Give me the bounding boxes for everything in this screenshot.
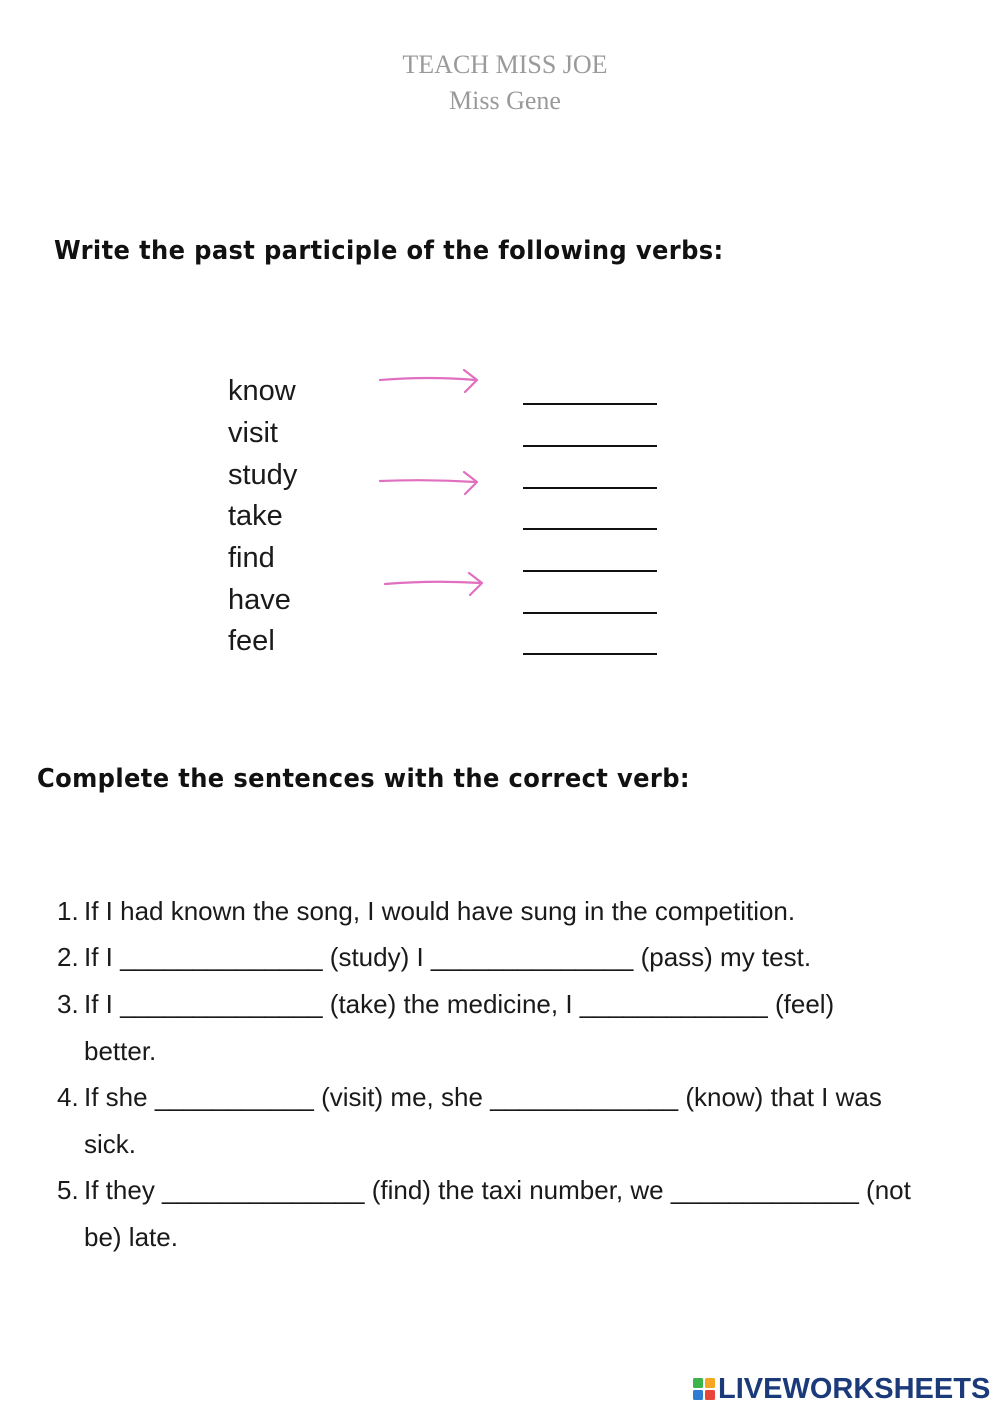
verb-item: have bbox=[228, 584, 291, 616]
sentence-text: If I ______________ (take) the medicine, I _____________ (feel) better. bbox=[84, 989, 835, 1066]
liveworksheets-logo-icon bbox=[692, 1377, 716, 1401]
sentence-number: 1. bbox=[57, 896, 79, 926]
sentence-number: 2. bbox=[57, 942, 79, 972]
sentence-item-4 bbox=[57, 1074, 897, 1168]
section-heading-past-participle: Write the past participle of the following verbs: bbox=[54, 236, 724, 266]
pink-arrow-icon bbox=[383, 571, 487, 601]
verb-item: take bbox=[228, 500, 283, 532]
verb-item: know bbox=[228, 375, 296, 407]
answer-blank-find[interactable] bbox=[523, 570, 657, 572]
logo-text: LIVEWORKSHEETS bbox=[718, 1372, 991, 1405]
section-heading-complete-sentences: Complete the sentences with the correct verb: bbox=[37, 764, 690, 794]
worksheet-title: TEACH MISS JOE bbox=[402, 50, 608, 79]
pink-arrow-icon bbox=[378, 368, 482, 398]
answer-blank-study[interactable] bbox=[523, 487, 657, 489]
pink-arrow-icon bbox=[378, 469, 482, 499]
sentence-text: If they ______________ (find) the taxi number, we _____________ (not be) late. bbox=[84, 1175, 911, 1252]
verb-item: study bbox=[228, 459, 298, 491]
sentence-number: 5. bbox=[57, 1175, 79, 1205]
verb-item: visit bbox=[228, 417, 278, 449]
teacher-name: Miss Gene bbox=[449, 86, 561, 115]
answer-blank-have[interactable] bbox=[523, 612, 657, 614]
answer-blank-feel[interactable] bbox=[523, 653, 657, 655]
sentence-text: If I ______________ (study) I ______________ (pass) my test. bbox=[84, 942, 812, 972]
sentence-item-5 bbox=[57, 1167, 937, 1261]
sentence-item-3 bbox=[57, 981, 897, 1075]
answer-blank-take[interactable] bbox=[523, 528, 657, 530]
sentence-text: If I had known the song, I would have sung in the competition. bbox=[84, 896, 796, 926]
sentence-number: 4. bbox=[57, 1082, 79, 1112]
verb-item: find bbox=[228, 542, 275, 574]
sentence-text: If she ___________ (visit) me, she _____________ (know) that I was sick. bbox=[84, 1082, 882, 1159]
sentence-number: 3. bbox=[57, 989, 79, 1019]
sentence-item-2 bbox=[57, 934, 937, 981]
liveworksheets-logo[interactable] bbox=[692, 1374, 990, 1404]
answer-blank-visit[interactable] bbox=[523, 445, 657, 447]
answer-blank-know[interactable] bbox=[523, 403, 657, 405]
verb-item: feel bbox=[228, 625, 275, 657]
sentence-item-1 bbox=[57, 888, 937, 935]
